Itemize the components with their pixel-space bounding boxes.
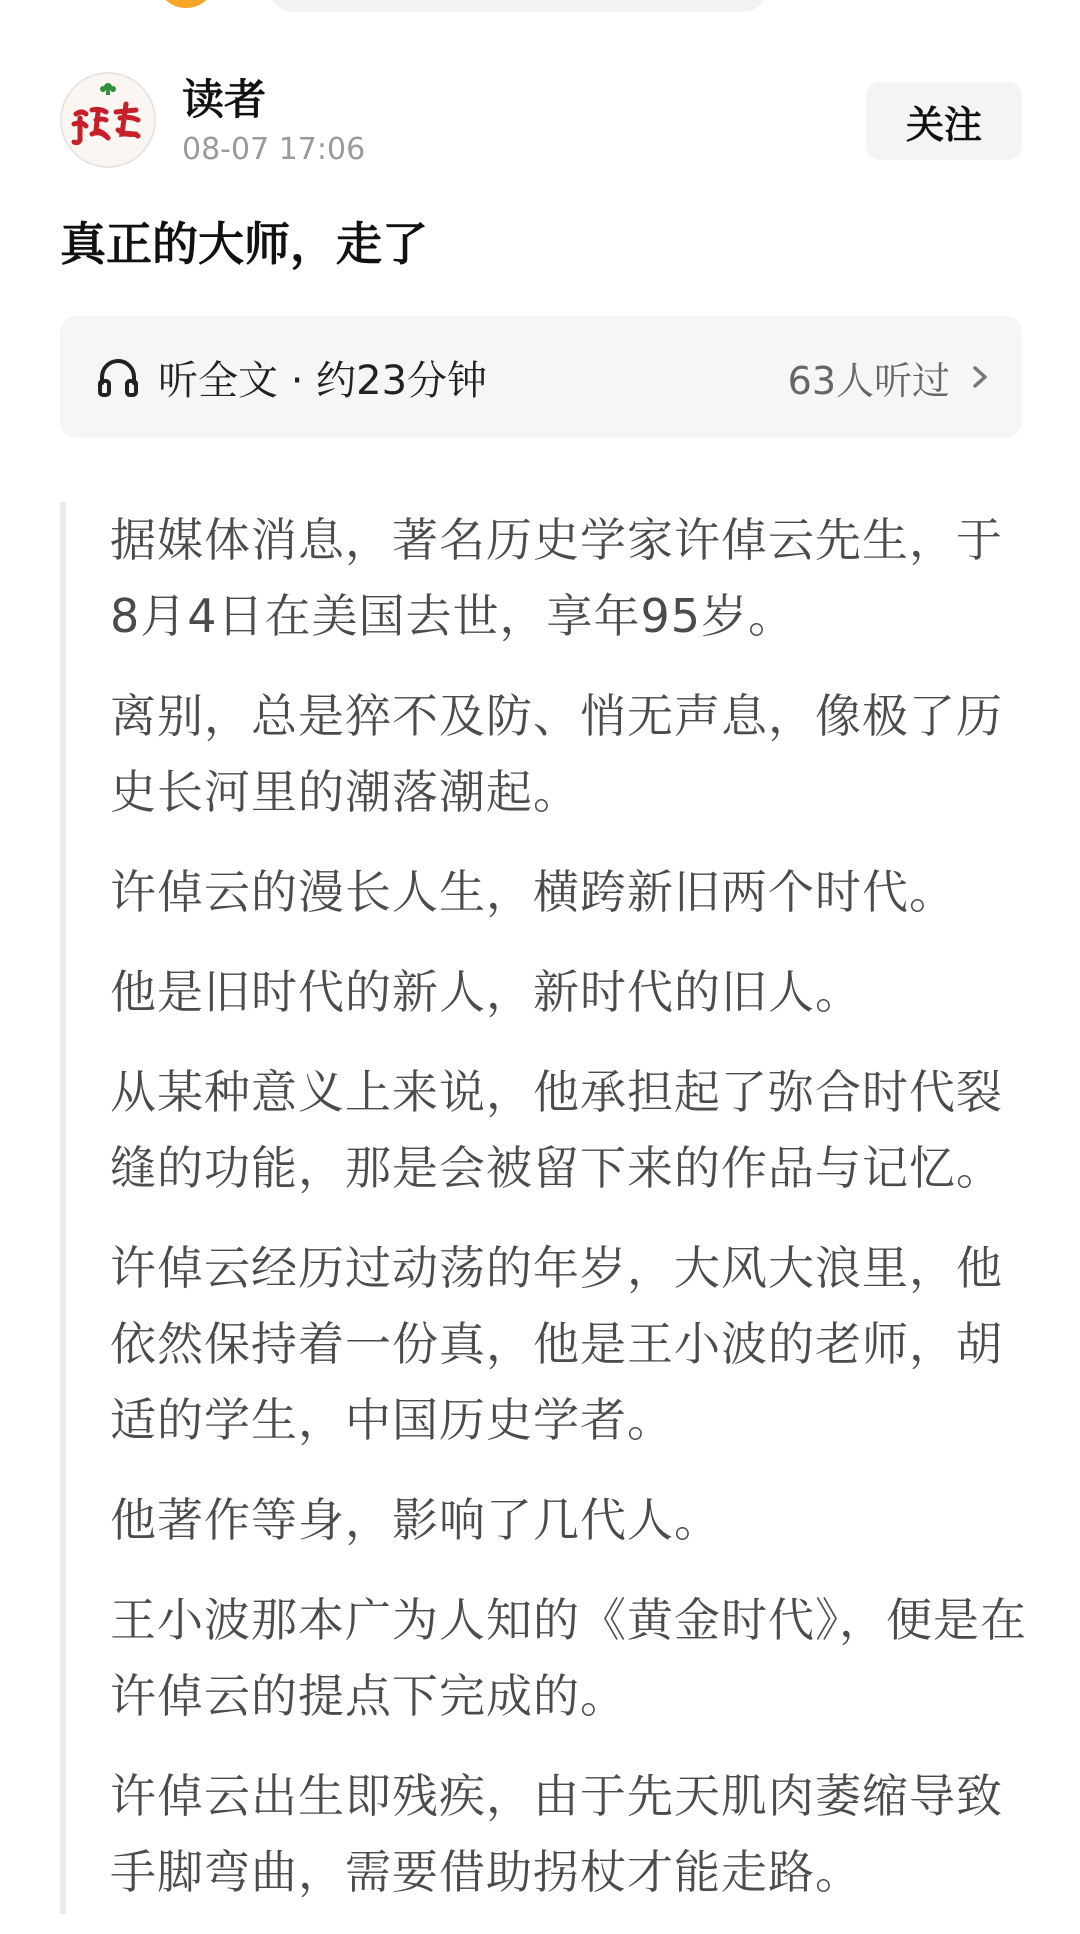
paragraph: 许倬云出生即残疾，由于先天肌肉萎缩导致手脚弯曲，需要借助拐杖才能走路。	[110, 1769, 1003, 1899]
article-title: 真正的大师，走了	[60, 217, 428, 271]
paragraph: 据媒体消息，著名历史学家许倬云先生，于8月4日在美国去世，享年95岁。	[110, 513, 1003, 643]
paragraph: 王小波那本广为人知的《黄金时代》，便是在许倬云的提点下完成的。	[110, 1593, 1027, 1723]
listen-right-group	[788, 316, 992, 438]
listen-count: 63人听过	[787, 358, 950, 403]
paragraph: 许倬云经历过动荡的年岁，大风大浪里，他依然保持着一份真，他是王小波的老师，胡适的学生，中国历史学者。	[110, 1241, 1003, 1447]
paragraph: 从某种意义上来说，他承担起了弥合时代裂缝的功能，那是会被留下来的作品与记忆。	[110, 1065, 1003, 1195]
paragraph: 他著作等身，影响了几代人。	[110, 1493, 721, 1547]
listen-left-group	[96, 316, 487, 438]
article-body	[60, 502, 1027, 1914]
paragraph-list	[110, 502, 1030, 1934]
headphone-icon	[96, 355, 140, 399]
listen-label: 听全文 · 约23分钟	[158, 357, 488, 404]
author-header	[60, 72, 1022, 172]
post-timestamp: 08-07 17:06	[182, 132, 366, 167]
duzhe-logo-icon	[62, 74, 154, 166]
chevron-right-icon	[968, 362, 992, 392]
paragraph: 许倬云的漫长人生，横跨新旧两个时代。	[110, 865, 956, 919]
top-avatar-remnant[interactable]	[156, 0, 216, 8]
quote-bar	[60, 502, 66, 1914]
author-avatar[interactable]	[60, 72, 156, 168]
paragraph: 他是旧时代的新人，新时代的旧人。	[110, 965, 862, 1019]
author-name[interactable]: 读者	[182, 75, 267, 124]
top-bar-remnant	[0, 0, 1080, 14]
follow-button[interactable]: 关注	[866, 82, 1022, 160]
top-search-remnant[interactable]	[268, 0, 768, 12]
listen-full-text-bar[interactable]	[60, 316, 1022, 438]
paragraph: 离别，总是猝不及防、悄无声息，像极了历史长河里的潮落潮起。	[110, 689, 1003, 819]
